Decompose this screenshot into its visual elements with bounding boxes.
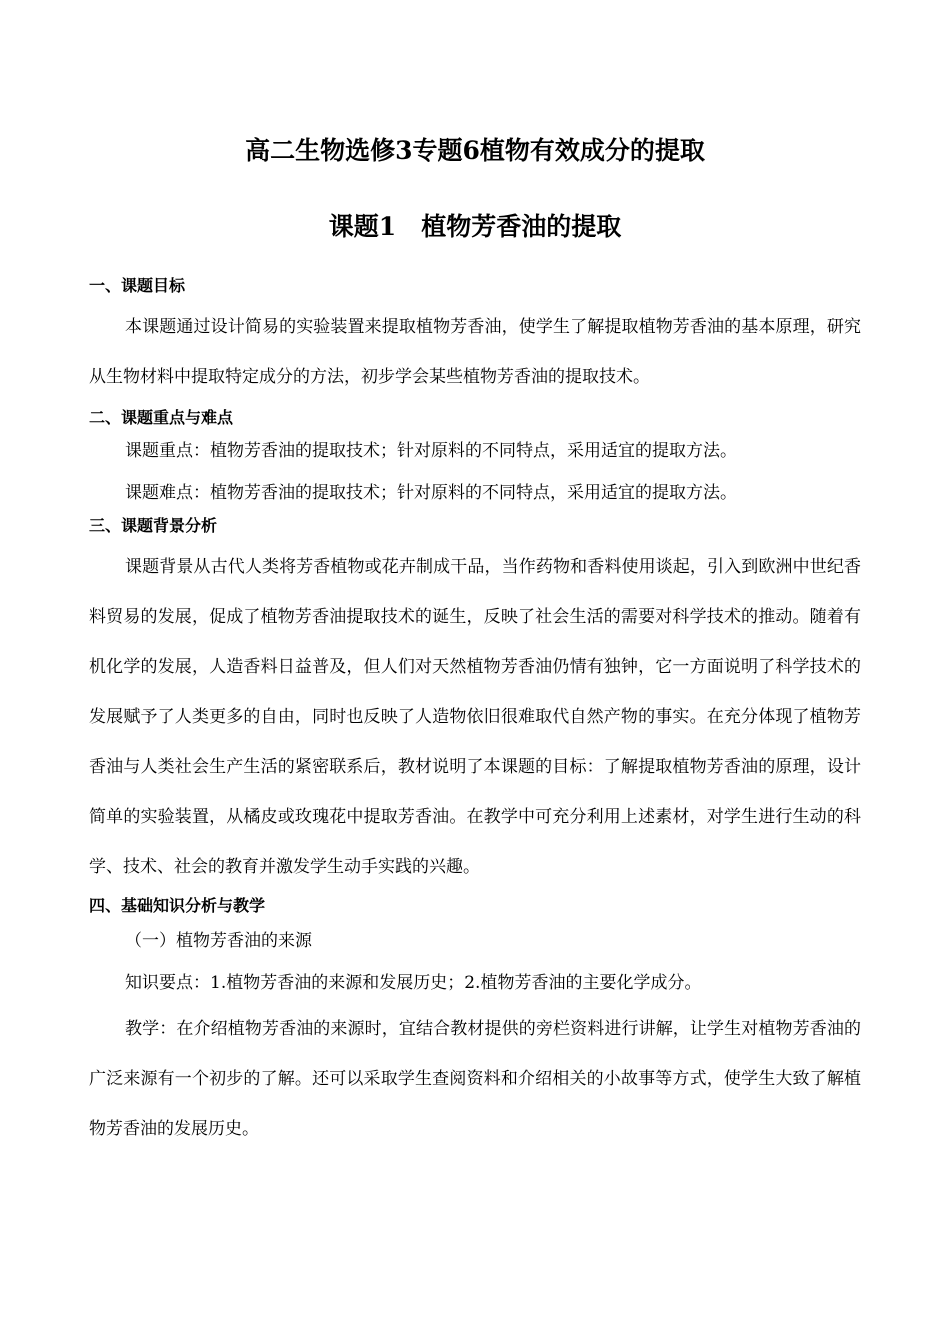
paragraph: 本课题通过设计简易的实验装置来提取植物芳香油，使学生了解提取植物芳香油的基本原理，研究从生物材料中提取特定成分的方法，初步学会某些植物芳香油的提取技术。	[89, 317, 861, 387]
paragraph: 课题背景从古代人类将芳香植物或花卉制成干品，当作药物和香料使用谈起，引入到欧洲中世纪香料贸易的发展，促成了植物芳香油提取技术的诞生，反映了社会生活的需要对科学技术的推动。随着有机化学的发展，人造香料日益普及，但人们对天然植物芳香油仍情有独钟，它一方面说明了科学技术的发展赋予了人类更多的自由，同时也反映了人造物依旧很难取代自然产物的事实。在充分体现了植物芳香油与人类社会生产生活的紧密联系后，教材说明了本课题的目标：了解提取植物芳香油的原理，设计简单的实验装置，从橘皮或玫瑰花中提取芳香油。在教学中可充分利用上述素材，对学生进行生动的科学、技术、社会的教育并激发学生动手实践的兴趣。	[89, 557, 861, 877]
section-heading: 一、课题目标	[89, 276, 186, 295]
section-background	[89, 514, 861, 892]
paragraph: 课题难点：植物芳香油的提取技术；针对原料的不同特点，采用适宜的提取方法。	[125, 483, 737, 503]
document-body	[89, 128, 861, 1154]
section-heading: 四、基础知识分析与教学	[89, 896, 266, 915]
section-basic-knowledge	[89, 894, 861, 1154]
document-subtitle: 课题1 植物芳香油的提取	[328, 212, 622, 241]
section-goals	[89, 274, 861, 402]
paragraph: 教学：在介绍植物芳香油的来源时，宜结合教材提供的旁栏资料进行讲解，让学生对植物芳香油的广泛来源有一个初步的了解。还可以采取学生查阅资料和介绍相关的小故事等方式，使学生大致了解植物芳香油的发展历史。	[89, 1019, 861, 1139]
paragraph: 知识要点：1.植物芳香油的来源和发展历史；2.植物芳香油的主要化学成分。	[125, 973, 702, 993]
document-title: 高二生物选修3专题6植物有效成分的提取	[245, 136, 705, 165]
section-key-points	[89, 406, 861, 514]
section-heading: 三、课题背景分析	[89, 516, 218, 535]
paragraph: 课题重点：植物芳香油的提取技术；针对原料的不同特点，采用适宜的提取方法。	[125, 441, 737, 461]
subsection-heading: （一）植物芳香油的来源	[125, 931, 312, 951]
section-heading: 二、课题重点与难点	[89, 408, 234, 427]
